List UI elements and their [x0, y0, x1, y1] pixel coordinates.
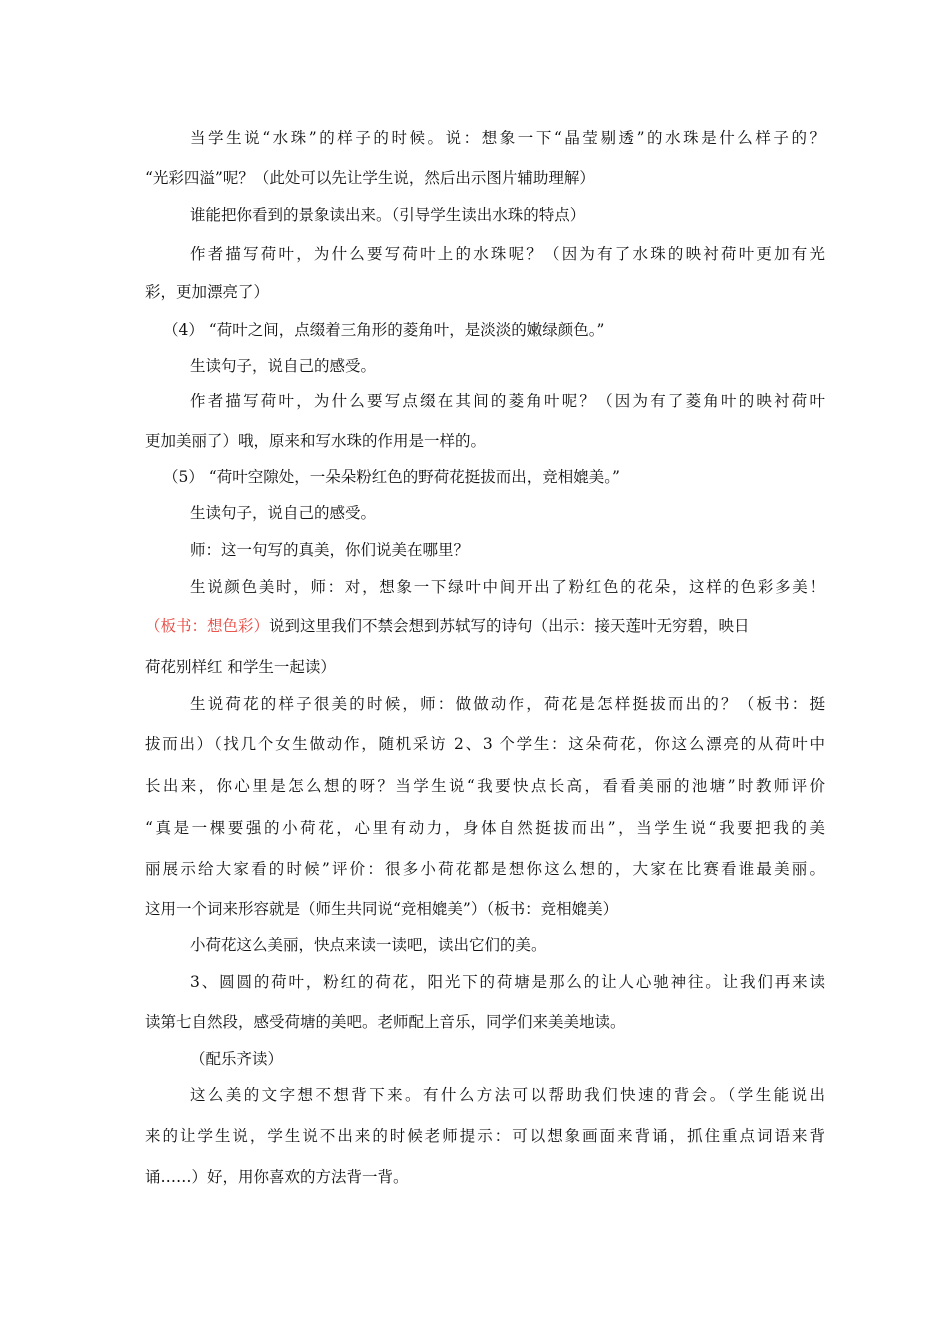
paragraph-line: 生说颜色美时，师：对，想象一下绿叶中间开出了粉红色的花朵，这样的色彩多美！ — [190, 578, 825, 596]
paragraph-line: 小荷花这么美丽，快点来读一读吧，读出它们的美。 — [190, 936, 547, 954]
paragraph-line: 彩，更加漂亮了） — [145, 283, 270, 301]
paragraph-line: （配乐齐读） — [190, 1050, 284, 1068]
paragraph-line: 3、圆圆的荷叶，粉红的荷花，阳光下的荷塘是那么的让人心驰神往。让我们再来读 — [190, 973, 825, 991]
paragraph-line: 丽展示给大家看的时候”评价：很多小荷花都是想你这么想的，大家在比赛看谁最美丽。 — [145, 860, 825, 878]
paragraph-line: 来的让学生说，学生说不出来的时候老师提示：可以想象画面来背诵，抓住重点词语来背 — [145, 1127, 825, 1145]
paragraph-line: 生读句子，说自己的感受。 — [190, 357, 377, 375]
paragraph-line: “真是一棵要强的小荷花，心里有动力，身体自然挺拔而出”，当学生说“我要把我的美 — [145, 819, 825, 837]
paragraph-line: 作者描写荷叶，为什么要写点缀在其间的菱角叶呢？（因为有了菱角叶的映衬荷叶 — [190, 392, 825, 410]
paragraph-line: 诵……）好，用你喜欢的方法背一背。 — [145, 1168, 409, 1186]
paragraph-line: 拔而出）（找几个女生做动作，随机采访 2、3 个学生：这朵荷花，你这么漂亮的从荷叶中 — [145, 735, 825, 753]
numbered-item-4: （4） “荷叶之间，点缀着三角形的菱角叶，是淡淡的嫩绿颜色。” — [163, 321, 605, 339]
paragraph-line: 生说荷花的样子很美的时候，师：做做动作，荷花是怎样挺拔而出的？（板书：挺 — [190, 695, 825, 713]
paragraph-line: 这么美的文字想不想背下来。有什么方法可以帮助我们快速的背会。（学生能说出 — [190, 1086, 825, 1104]
paragraph-line: 这用一个词来形容就是（师生共同说“竞相媲美”）（板书：竞相媲美） — [145, 900, 619, 918]
paragraph-line: 当学生说“水珠”的样子的时候。说：想象一下“晶莹剔透”的水珠是什么样子的？ — [190, 129, 825, 147]
paragraph-line: 读第七自然段，感受荷塘的美吧。老师配上音乐，同学们来美美地读。 — [145, 1013, 626, 1031]
paragraph-text: 说到这里我们不禁会想到苏轼写的诗句（出示：接天莲叶无穷碧，映日 — [269, 617, 750, 635]
paragraph-line: 谁能把你看到的景象读出来。（引导学生读出水珠的特点） — [190, 206, 586, 224]
paragraph-line: 生读句子，说自己的感受。 — [190, 504, 377, 522]
numbered-item-5: （5） “荷叶空隙处，一朵朵粉红色的野荷花挺拔而出，竞相媲美。” — [163, 468, 620, 486]
paragraph-line: 长出来，你心里是怎么想的呀？当学生说“我要快点长高，看看美丽的池塘”时教师评价 — [145, 777, 825, 795]
paragraph-line: 荷花别样红 和学生一起读） — [145, 658, 336, 676]
paragraph-line: 作者描写荷叶，为什么要写荷叶上的水珠呢？（因为有了水珠的映衬荷叶更加有光 — [190, 245, 825, 263]
paragraph-line: “光彩四溢”呢？（此处可以先让学生说，然后出示图片辅助理解） — [145, 169, 595, 187]
paragraph-line — [145, 616, 825, 636]
board-note: （板书：想色彩） — [145, 617, 270, 635]
paragraph-line: 师：这一句写的真美，你们说美在哪里？ — [190, 541, 470, 559]
paragraph-line: 更加美丽了）哦，原来和写水珠的作用是一样的。 — [145, 432, 487, 450]
